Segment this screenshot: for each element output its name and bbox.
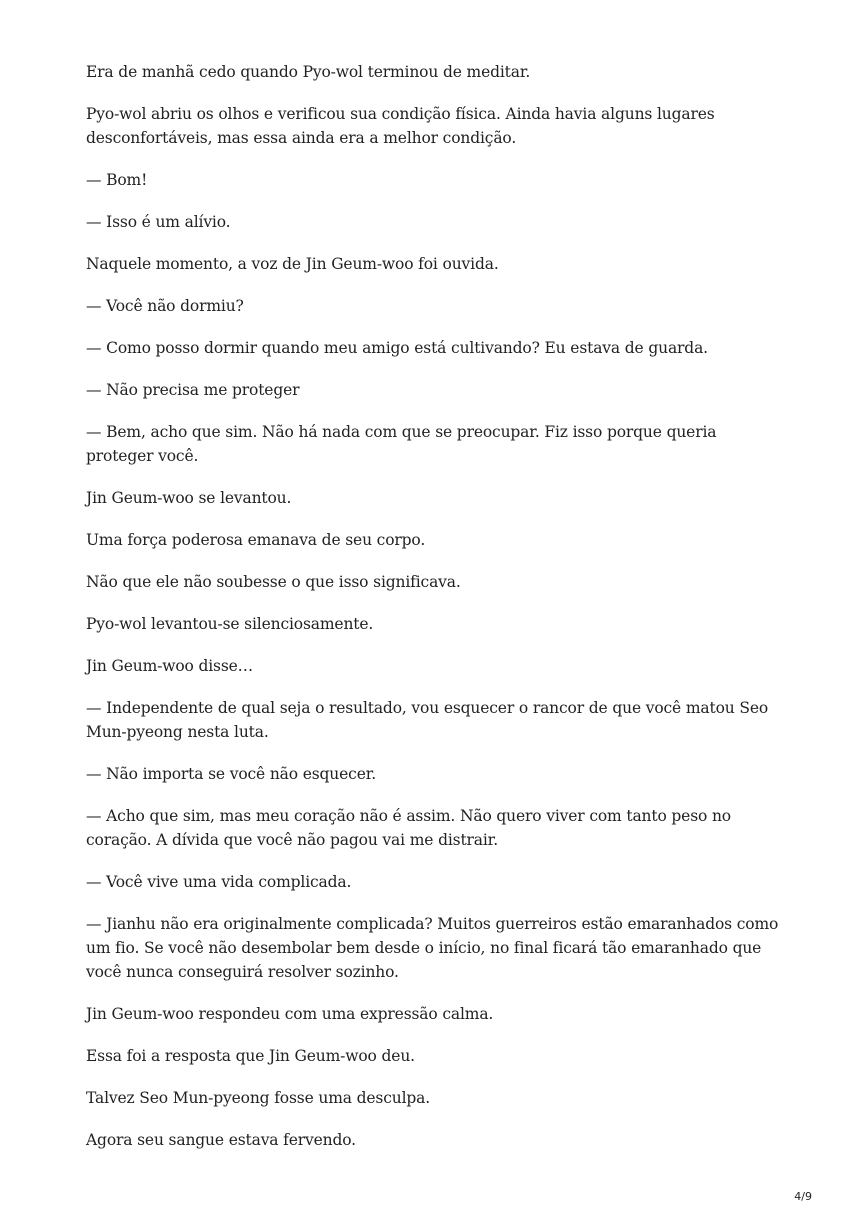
paragraph: — Acho que sim, mas meu coração não é assim. Não quero viver com tanto peso no coração. A dívida que você não pagou vai me distrair. [86,807,731,849]
paragraph: Talvez Seo Mun-pyeong fosse uma desculpa. [86,1089,431,1107]
document-body [86,60,786,1170]
paragraph: — Você vive uma vida complicada. [86,873,352,891]
paragraph: Essa foi a resposta que Jin Geum-woo deu. [86,1047,415,1065]
paragraph: Agora seu sangue estava fervendo. [86,1131,356,1149]
paragraph: Era de manhã cedo quando Pyo-wol terminou de meditar. [86,63,531,81]
paragraph: Jin Geum-woo disse… [86,657,254,675]
paragraph: — Isso é um alívio. [86,213,231,231]
paragraph: — Independente de qual seja o resultado, vou esquecer o rancor de que você matou Seo Mun-pyeong nesta luta. [86,699,769,741]
paragraph: — Não importa se você não esquecer. [86,765,377,783]
paragraph: Pyo-wol levantou-se silenciosamente. [86,615,374,633]
paragraph: Jin Geum-woo se levantou. [86,489,292,507]
paragraph: Pyo-wol abriu os olhos e verificou sua condição física. Ainda havia alguns lugares desconfortáveis, mas essa ainda era a melhor condição. [86,105,715,147]
paragraph: — Não precisa me proteger [86,381,300,399]
paragraph: Uma força poderosa emanava de seu corpo. [86,531,426,549]
paragraph: — Jianhu não era originalmente complicada? Muitos guerreiros estão emaranhados como um fio. Se você não desembolar bem desde o início, no final ficará tão emaranhado que você nunca conseguirá resolver sozinho. [86,915,779,981]
paragraph: Não que ele não soubesse o que isso significava. [86,573,461,591]
paragraph: Naquele momento, a voz de Jin Geum-woo foi ouvida. [86,255,499,273]
paragraph: — Como posso dormir quando meu amigo está cultivando? Eu estava de guarda. [86,339,708,357]
paragraph: — Você não dormiu? [86,297,244,315]
paragraph: — Bom! [86,171,148,189]
page-number: 4/9 [794,1190,812,1203]
paragraph: — Bem, acho que sim. Não há nada com que se preocupar. Fiz isso porque queria proteger você. [86,423,717,465]
paragraph: Jin Geum-woo respondeu com uma expressão calma. [86,1005,494,1023]
